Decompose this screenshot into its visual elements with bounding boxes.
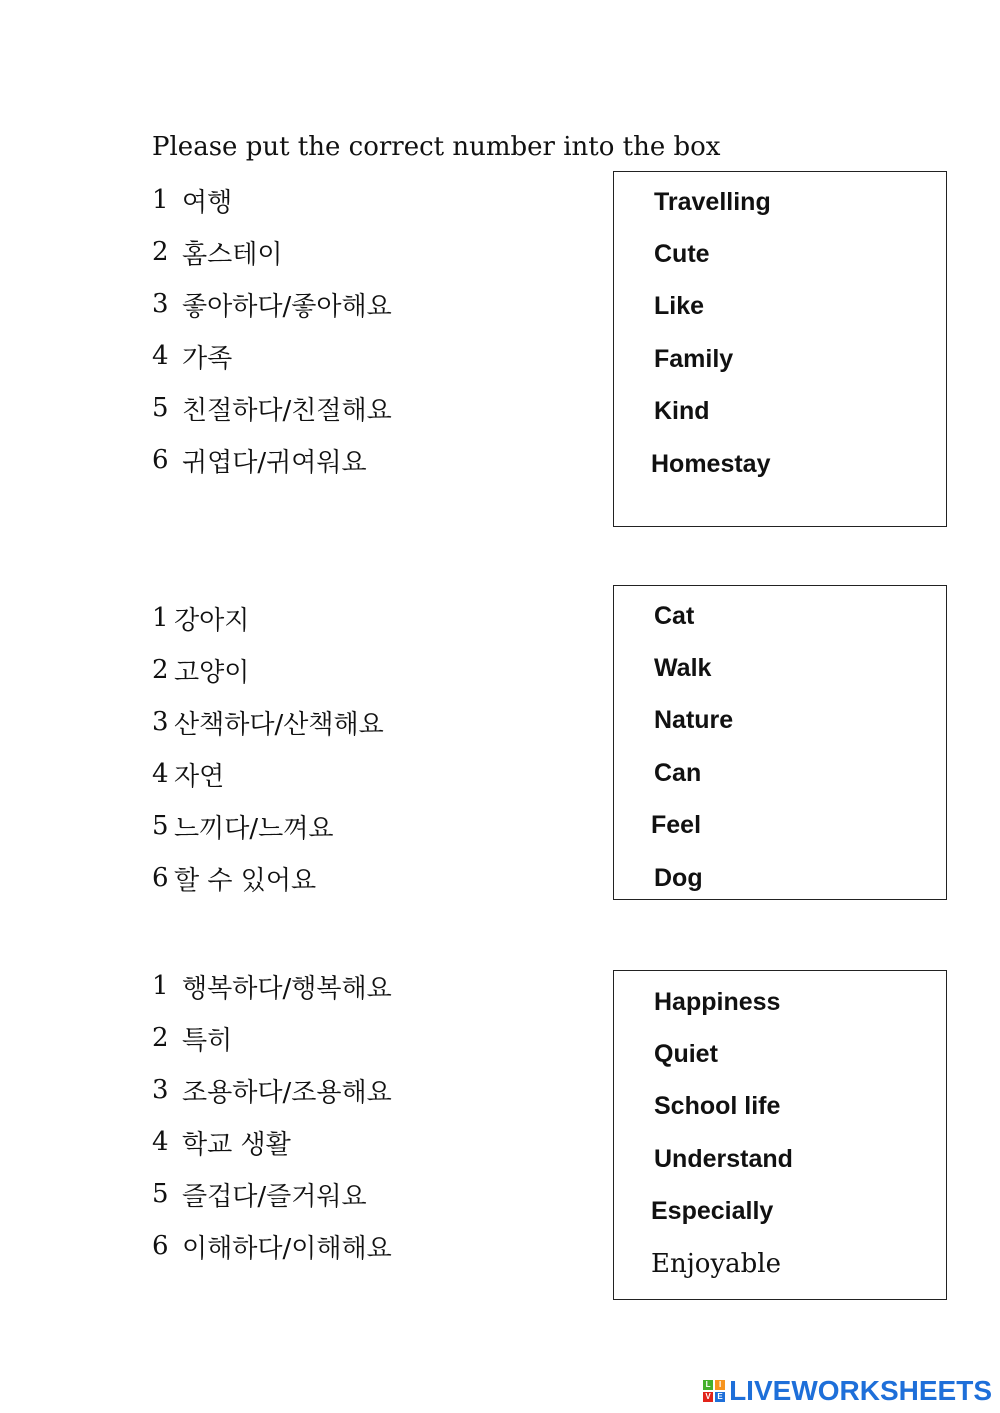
- item-number: 6: [152, 445, 169, 475]
- logo-mark-icon: [703, 1380, 725, 1402]
- list-item: [152, 226, 392, 278]
- list-item: [152, 644, 384, 696]
- logo-mark-cell: V: [703, 1392, 713, 1402]
- english-word: Travelling: [654, 187, 771, 216]
- korean-word: 좋아하다/좋아해요: [182, 291, 392, 322]
- korean-word-list-2: [152, 592, 384, 904]
- list-item: [152, 592, 384, 644]
- korean-word: 산책하다/산책해요: [174, 709, 384, 740]
- english-word: Understand: [654, 1144, 793, 1173]
- english-word: Family: [654, 344, 734, 373]
- korean-word: 학교 생활: [182, 1129, 291, 1160]
- korean-word: 특히: [182, 1025, 233, 1056]
- item-number: 3: [152, 707, 169, 737]
- item-number: 6: [152, 1231, 169, 1261]
- item-number: 2: [152, 1023, 169, 1053]
- list-item: [152, 382, 392, 434]
- list-item: [152, 434, 392, 486]
- english-word: School life: [654, 1092, 781, 1121]
- list-item: [152, 1116, 392, 1168]
- item-number: 1: [152, 185, 169, 215]
- english-word: Homestay: [651, 449, 771, 478]
- item-number: 1: [152, 603, 169, 633]
- list-item: [152, 278, 392, 330]
- korean-word: 자연: [174, 761, 225, 792]
- english-word: Cat: [654, 601, 695, 630]
- list-item: [152, 174, 392, 226]
- item-number: 5: [152, 811, 169, 841]
- list-item: [152, 696, 384, 748]
- item-number: 4: [152, 759, 169, 789]
- instruction-text: Please put the correct number into the box: [152, 132, 721, 162]
- logo-mark-cell: L: [703, 1380, 713, 1390]
- korean-word: 즐겁다/즐거워요: [182, 1181, 367, 1212]
- english-word: Especially: [651, 1197, 774, 1226]
- english-word: Walk: [654, 654, 712, 683]
- item-number: 5: [152, 393, 169, 423]
- list-item: [152, 330, 392, 382]
- list-item: [152, 1168, 392, 1220]
- logo-mark-cell: I: [715, 1380, 725, 1390]
- liveworksheets-logo: [703, 1375, 992, 1407]
- list-item: [152, 1064, 392, 1116]
- korean-word: 조용하다/조용해요: [182, 1077, 392, 1108]
- korean-word: 느끼다/느껴요: [174, 813, 334, 844]
- item-number: 6: [152, 863, 169, 893]
- english-word: Kind: [654, 397, 710, 426]
- english-word: Quiet: [654, 1040, 718, 1069]
- list-item: [152, 1012, 392, 1064]
- english-word: Feel: [651, 811, 702, 840]
- list-item: [152, 960, 392, 1012]
- item-number: 1: [152, 971, 169, 1001]
- korean-word: 고양이: [174, 657, 250, 688]
- logo-text: LIVEWORKSHEETS: [729, 1375, 992, 1406]
- english-word: Like: [654, 292, 705, 321]
- item-number: 2: [152, 237, 169, 267]
- list-item: [152, 852, 384, 904]
- korean-word-list-1: [152, 174, 392, 486]
- english-word: Dog: [654, 863, 703, 892]
- korean-word: 행복하다/행복해요: [182, 973, 392, 1004]
- item-number: 4: [152, 1127, 169, 1157]
- item-number: 3: [152, 289, 169, 319]
- answer-box-3[interactable]: [613, 970, 947, 1300]
- answer-box-2[interactable]: [613, 585, 947, 900]
- item-number: 3: [152, 1075, 169, 1105]
- list-item: [152, 800, 384, 852]
- korean-word: 가족: [182, 343, 233, 374]
- list-item: [152, 1220, 392, 1272]
- english-word: Cute: [654, 240, 710, 269]
- korean-word: 홈스테이: [182, 239, 283, 270]
- english-word: Nature: [654, 706, 734, 735]
- english-word: Happiness: [654, 987, 781, 1016]
- item-number: 4: [152, 341, 169, 371]
- korean-word: 귀엽다/귀여워요: [182, 447, 367, 478]
- english-word: Can: [654, 758, 702, 787]
- korean-word: 강아지: [174, 605, 250, 636]
- korean-word: 할 수 있어요: [174, 865, 317, 896]
- item-number: 2: [152, 655, 169, 685]
- korean-word: 친절하다/친절해요: [182, 395, 392, 426]
- list-item: [152, 748, 384, 800]
- korean-word-list-3: [152, 960, 392, 1272]
- logo-mark-cell: E: [715, 1392, 725, 1402]
- answer-box-1[interactable]: [613, 171, 947, 527]
- english-word: Enjoyable: [651, 1249, 781, 1280]
- item-number: 5: [152, 1179, 169, 1209]
- korean-word: 여행: [182, 187, 233, 218]
- korean-word: 이해하다/이해해요: [182, 1233, 392, 1264]
